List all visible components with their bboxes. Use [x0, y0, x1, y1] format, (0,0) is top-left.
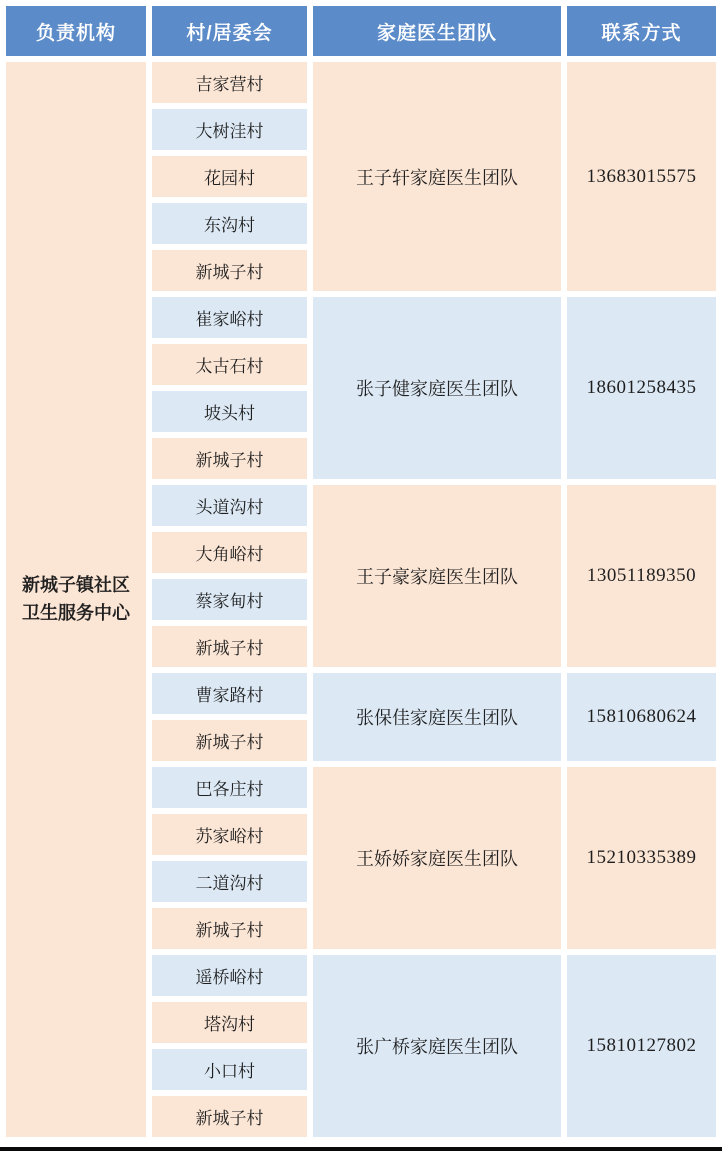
- table-body: [6, 62, 716, 1137]
- team-cell: 王子豪家庭医生团队: [313, 485, 561, 667]
- institution-line: 新城子镇社区: [22, 574, 130, 595]
- header-cell-village: 村/居委会: [152, 6, 307, 56]
- village-cell: 大树洼村: [152, 109, 307, 150]
- village-cell: 新城子村: [152, 1096, 307, 1137]
- village-cell: 苏家峪村: [152, 814, 307, 855]
- village-cell: 新城子村: [152, 908, 307, 949]
- team-cell: 张保佳家庭医生团队: [313, 673, 561, 761]
- village-cell: 曹家路村: [152, 673, 307, 714]
- village-cell: 巴各庄村: [152, 767, 307, 808]
- village-cell: 太古石村: [152, 344, 307, 385]
- phone-cell: 13051189350: [567, 485, 716, 667]
- village-cell: 花园村: [152, 156, 307, 197]
- village-cell: 二道沟村: [152, 861, 307, 902]
- village-cell: 东沟村: [152, 203, 307, 244]
- village-cell: 新城子村: [152, 250, 307, 291]
- village-cell: 蔡家甸村: [152, 579, 307, 620]
- village-cell: 新城子村: [152, 626, 307, 667]
- village-cell: 新城子村: [152, 720, 307, 761]
- team-cell: 王娇娇家庭医生团队: [313, 767, 561, 949]
- village-cell: 头道沟村: [152, 485, 307, 526]
- team-cell: 王子轩家庭医生团队: [313, 62, 561, 291]
- village-cell: 崔家峪村: [152, 297, 307, 338]
- phone-cell: 18601258435: [567, 297, 716, 479]
- phone-cell: 13683015575: [567, 62, 716, 291]
- village-cell: 小口村: [152, 1049, 307, 1090]
- phone-cell: 15810127802: [567, 955, 716, 1137]
- village-cell: 塔沟村: [152, 1002, 307, 1043]
- team-cell: 张广桥家庭医生团队: [313, 955, 561, 1137]
- table-row: [6, 62, 716, 103]
- village-cell: 大角峪村: [152, 532, 307, 573]
- institution-cell: [6, 62, 146, 1137]
- village-cell: 新城子村: [152, 438, 307, 479]
- header-cell-phone: 联系方式: [567, 6, 716, 56]
- phone-cell: 15810680624: [567, 673, 716, 761]
- institution-line: 卫生服务中心: [22, 602, 130, 623]
- village-cell: 吉家营村: [152, 62, 307, 103]
- header-cell-team: 家庭医生团队: [313, 6, 561, 56]
- village-cell: 遥桥峪村: [152, 955, 307, 996]
- phone-cell: 15210335389: [567, 767, 716, 949]
- header-row: [6, 6, 716, 56]
- team-cell: 张子健家庭医生团队: [313, 297, 561, 479]
- village-cell: 坡头村: [152, 391, 307, 432]
- header-cell-institution: 负责机构: [6, 6, 146, 56]
